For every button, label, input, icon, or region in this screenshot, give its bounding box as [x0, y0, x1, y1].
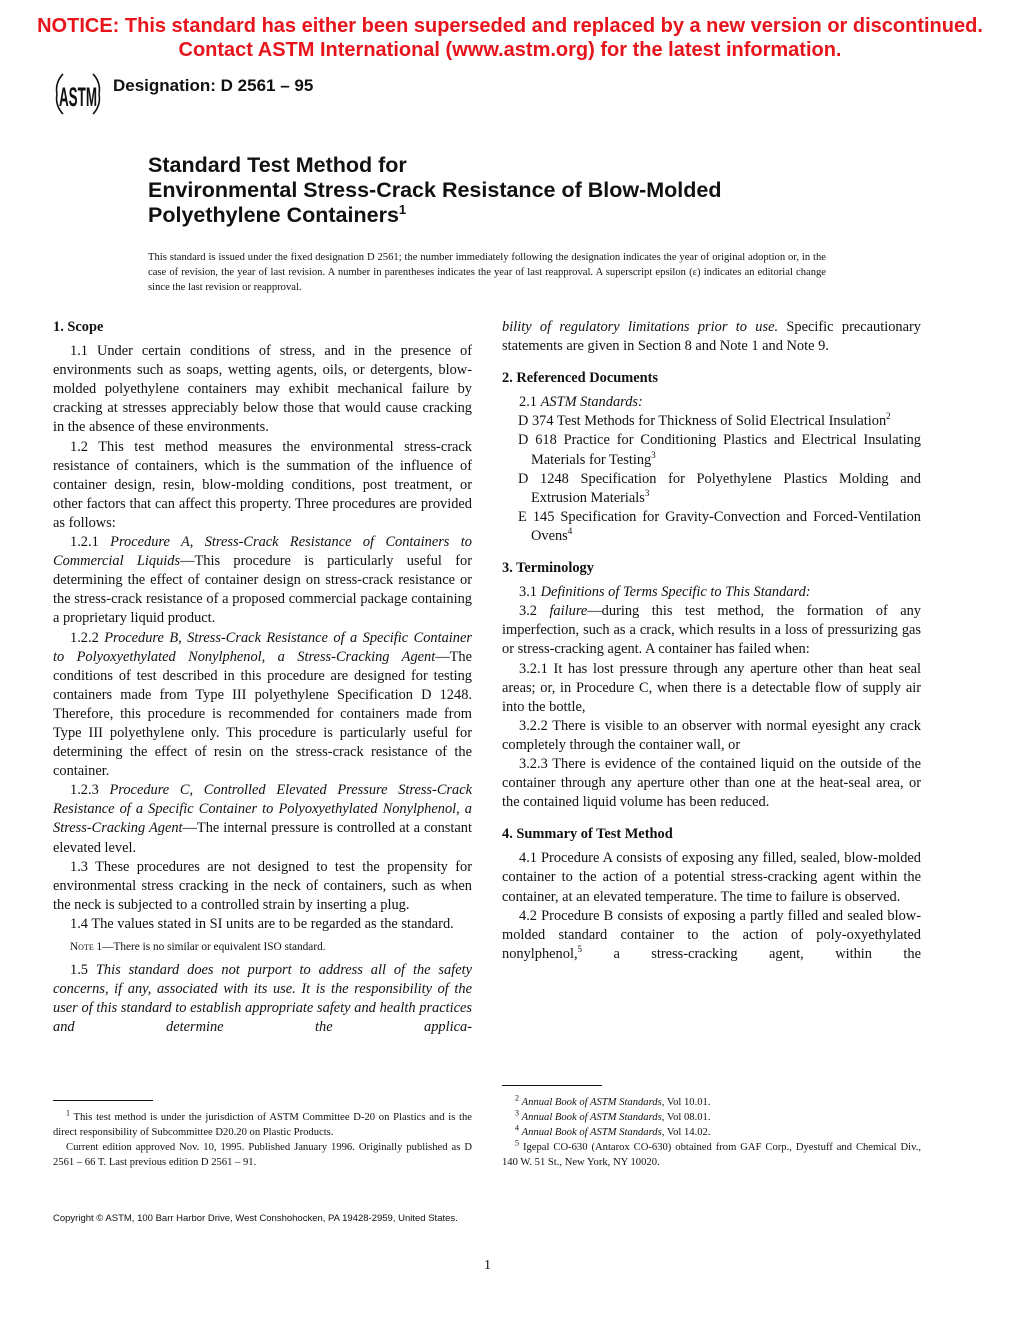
footnote-ref: 4: [515, 1123, 519, 1133]
text-run: —The internal pressure is controlled at a constant elevated level.: [53, 820, 472, 856]
section-heading: [502, 825, 921, 844]
paragraph: [53, 961, 472, 1037]
footnote: [502, 1095, 921, 1110]
text-run: 1.2.3: [70, 782, 110, 799]
footnote: [502, 1140, 921, 1170]
paragraph: [502, 660, 921, 717]
paragraph: [53, 629, 472, 782]
text-run: Procedure A, Stress-Crack Resistance of Containers to Commercial Liquids: [53, 534, 472, 570]
text-run: —The conditions of test described in this procedure are designed for testing containers made from Type III polyethylene Specification D 1248. Therefore, this procedure is recommended for containers made from Type III polyethylene only. This procedure is particularly useful for determining the effect of resin on the stress-crack resistance of the container.: [53, 648, 472, 780]
notice-line-2: Contact ASTM International (www.astm.org) for the latest information.: [178, 39, 842, 61]
text-run: 4.1 Procedure A consists of exposing any filled, sealed, blow-molded container to the action of a potential stress-cracking agent within the container, at an elevated temperature. The time to failure is observed.: [502, 850, 921, 905]
footnote-rule-right: [502, 1085, 602, 1086]
paragraph: [53, 915, 472, 934]
text-run: 3.1: [519, 584, 541, 601]
text-run: 4. Summary of Test Method: [502, 826, 673, 843]
section-heading: [53, 318, 472, 337]
text-run: 1.2.2: [70, 629, 105, 646]
text-run: 1.5: [70, 962, 96, 978]
left-column: [53, 318, 472, 1037]
footnote-ref: 3: [644, 487, 650, 498]
footnote-ref: 5: [577, 944, 583, 955]
footnote-ref: 3: [515, 1108, 519, 1118]
reference-item: [502, 470, 921, 508]
paragraph: [502, 602, 921, 659]
note: [70, 940, 472, 955]
footnote-ref: 3: [651, 449, 656, 460]
text-run: Definitions of Terms Specific to This Standard:: [540, 584, 811, 601]
title-line-3: Polyethylene Containers: [148, 203, 399, 227]
footnote-ref: 2: [886, 411, 891, 422]
paragraph: [502, 849, 921, 906]
section-heading: [502, 559, 921, 578]
text-run: , Vol 08.01.: [661, 1112, 711, 1123]
reference-item: [502, 431, 921, 469]
text-run: a stress-cracking agent, within the: [582, 945, 921, 962]
logo-text: ASTM: [59, 82, 97, 112]
text-run: 1.2 This test method measures the environmental stress-crack resistance of containers, which is the summation of the influence of container design, resin, blow-molding conditions, post treatment, or other factors that can affect this property. Three procedures are provided as follows:: [53, 438, 472, 531]
text-run: 4.2 Procedure B consists of exposing a partly filled and sealed blow-molded standard container to the action of poly-oxyethylated nonylphenol,: [502, 907, 921, 962]
text-run: , Vol 10.01.: [661, 1097, 711, 1108]
text-run: , Vol 14.02.: [661, 1127, 711, 1138]
astm-logo-icon: [53, 70, 103, 118]
text-run: Igepal CO-630 (Antarox CO-630) obtained from GAF Corp., Dyestuff and Chemical Div., 140 W. 51 St., New York, NY 10020.: [502, 1142, 921, 1168]
text-run: Note 1: [70, 941, 103, 953]
paragraph: [502, 755, 921, 812]
text-run: 3.2: [519, 603, 550, 620]
text-run: 1.4 The values stated in SI units are to be regarded as the standard.: [70, 915, 454, 932]
title-line-1: Standard Test Method for: [148, 153, 407, 177]
text-run: 2.1: [519, 394, 541, 411]
text-run: failure: [549, 603, 588, 620]
text-run: 1.1 Under certain conditions of stress, and in the presence of environments such as soaps, wetting agents, oils, or detergents, blow-molded polyethylene containers may exhibit mechanical failure by cracking at stresses appreciably below those that would cause cracking in the absence of these environments.: [53, 343, 472, 436]
text-run: 3.2.3 There is evidence of the contained liquid on the outside of the container through any aperture other than one at the heat-seal area, or the contained liquid volume has been reduced.: [502, 755, 921, 811]
text-run: —during this test method, the formation of any imperfection, such as a crack, which results in a loss of pressurizing gas or stress-cracking agent. A container has failed when:: [502, 603, 921, 658]
right-column: [502, 318, 921, 964]
section-heading: [502, 369, 921, 388]
text-run: Annual Book of ASTM Standards: [521, 1097, 662, 1108]
document-title: [148, 153, 721, 228]
footnote-ref: 1: [66, 1108, 70, 1118]
paragraph: [53, 342, 472, 437]
text-run: —This procedure is particularly useful for determining the effect of container design on stress-crack resistance or the stress-crack resistance of a proposed commercial package containing a proprietary liquid product.: [53, 553, 472, 627]
text-run: 3. Terminology: [502, 560, 594, 577]
text-run: 1.3 These procedures are not designed to test the propensity for environmental stress cracking in the neck of containers, such as when the neck is subjected to a controlled strain by inserting a plug.: [53, 858, 472, 913]
title-line-3-wrap: [148, 203, 721, 228]
text-run: 2. Referenced Documents: [502, 370, 658, 387]
text-run: bility of regulatory limitations prior to use.: [502, 319, 779, 335]
paragraph: [53, 781, 472, 857]
paragraph: [502, 583, 921, 602]
footnote: [53, 1140, 472, 1170]
text-run: ASTM Standards:: [540, 394, 643, 411]
paragraph: [53, 438, 472, 533]
title-footnote-ref: 1: [398, 201, 407, 217]
text-run: Annual Book of ASTM Standards: [521, 1127, 662, 1138]
text-run: This test method is under the jurisdiction of ASTM Committee D-20 on Plastics and is the direct responsibility of Subcommittee D20.20 on Plastic Products.: [53, 1112, 472, 1138]
footnotes-right: [502, 1095, 921, 1170]
text-run: D 618 Practice for Conditioning Plastics and Electrical Insulating Materials for Testing: [518, 432, 921, 468]
designation: Designation: D 2561 – 95: [113, 76, 314, 95]
intro-paragraph: This standard is issued under the fixed designation D 2561; the number immediately following the designation indicates the year of original adoption or, in the case of revision, the year of last revision. A number in parentheses indicates the year of last reapproval. A superscript epsilon (ε) indicates an editorial change since the last revision or reapproval.: [148, 252, 826, 293]
footnote: [53, 1110, 472, 1140]
text-run: D 1248 Specification for Polyethylene Plastics Molding and Extrusion Materials: [518, 470, 921, 506]
text-run: This standard does not purport to address all of the safety concerns, if any, associated with its use. It is the responsibility of the user of this standard to establish appropriate safety and health practices and determine the applica-: [53, 962, 472, 1036]
reference-item: [502, 508, 921, 546]
paragraph: [53, 533, 472, 628]
text-run: 3.2.1 It has lost pressure through any aperture other than heat seal areas; or, in Procedure C, when there is a detectable flow of supply air into the bottle,: [502, 660, 921, 715]
notice-line-1: NOTICE: This standard has either been superseded and replaced by a new version or discontinued.: [37, 15, 983, 37]
text-run: Specific precautionary statements are given in Section 8 and Note 1 and Note 9.: [502, 319, 921, 355]
text-run: Procedure B, Stress-Crack Resistance of a Specific Container to Polyoxyethylated Nonylphenol, a Stress-Cracking Agent: [53, 629, 472, 665]
text-run: 1. Scope: [53, 319, 104, 335]
title-line-2: Environmental Stress-Crack Resistance of Blow-Molded: [148, 178, 722, 202]
paragraph: [502, 318, 921, 356]
footnotes-left: [53, 1110, 472, 1170]
footnote-ref: 5: [515, 1138, 519, 1148]
reference-item: [502, 412, 921, 431]
footnote-ref: 2: [515, 1093, 519, 1103]
paragraph: [502, 393, 921, 412]
copyright: Copyright © ASTM, 100 Barr Harbor Drive, West Conshohocken, PA 19428-2959, United States.: [53, 1213, 458, 1224]
paragraph: [502, 907, 921, 964]
text-run: Annual Book of ASTM Standards: [521, 1112, 662, 1123]
text-run: D 374 Test Methods for Thickness of Solid Electrical Insulation: [518, 413, 887, 430]
footnote: [502, 1125, 921, 1140]
footnote-rule-left: [53, 1100, 153, 1101]
text-run: 1.2.1: [70, 534, 111, 551]
footnote-ref: 4: [567, 526, 573, 537]
paragraph: [53, 858, 472, 915]
footnote: [502, 1110, 921, 1125]
text-run: —There is no similar or equivalent ISO standard.: [102, 941, 326, 953]
text-run: E 145 Specification for Gravity-Convection and Forced-Ventilation Ovens: [518, 508, 921, 544]
text-run: 3.2.2 There is visible to an observer with normal eyesight any crack completely through the container wall, or: [502, 717, 921, 753]
paragraph: [502, 717, 921, 755]
page-number: 1: [484, 1258, 491, 1273]
text-run: Procedure C, Controlled Elevated Pressure Stress-Crack Resistance of a Specific Container to Polyoxyethylated Nonylphenol, a Stress-Cracking Agent: [53, 782, 472, 837]
text-run: Current edition approved Nov. 10, 1995. Published January 1996. Originally published as D 2561 – 66 T. Last previous edition D 2561 – 91.: [53, 1142, 472, 1168]
